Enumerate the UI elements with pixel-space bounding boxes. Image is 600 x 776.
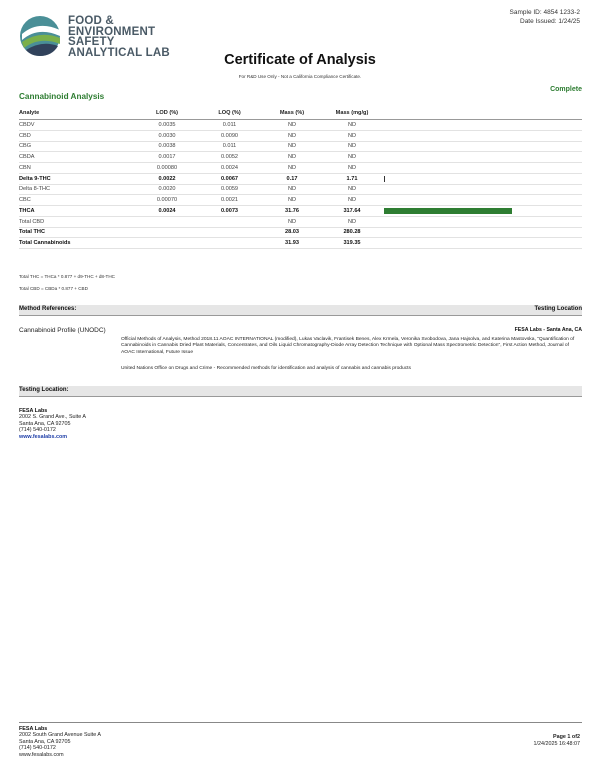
table-row xyxy=(19,173,582,184)
mass-mg-cell: ND xyxy=(322,216,382,227)
mass-mg-cell: ND xyxy=(322,195,382,206)
testing-website-link[interactable]: www.fesalabs.com xyxy=(19,433,68,440)
mass-pct-cell: ND xyxy=(262,141,322,152)
mass-mg-cell: 319.35 xyxy=(322,238,382,249)
compliance-note: For R&D Use Only - Not a California Compliance Certificate. xyxy=(238,74,362,79)
mass-bar xyxy=(384,176,385,182)
footer-address-line2: Santa Ana, CA 92705 xyxy=(19,738,71,745)
footer-page-info xyxy=(534,734,580,748)
mass-pct-cell: 28.03 xyxy=(262,227,322,238)
bar-cell xyxy=(382,130,582,141)
mass-mg-cell: ND xyxy=(322,120,382,131)
footer-address xyxy=(19,726,101,758)
mass-pct-cell: ND xyxy=(262,216,322,227)
bar-cell xyxy=(382,120,582,131)
sample-id-value: 4854 1233-2 xyxy=(543,9,580,16)
loq-cell: 0.0067 xyxy=(197,173,262,184)
analyte-cell: CBG xyxy=(19,141,137,152)
table-row xyxy=(19,152,582,163)
mass-pct-cell: ND xyxy=(262,152,322,163)
table-row xyxy=(19,141,582,152)
bar-cell xyxy=(382,238,582,249)
loq-cell: 0.0090 xyxy=(197,130,262,141)
lod-cell: 0.0030 xyxy=(137,130,197,141)
footer-website: www.fesalabs.com xyxy=(19,751,64,758)
formula-total-thc: Total THC = THCa * 0.877 + d9-THC + d8-THC xyxy=(19,274,115,279)
bar-cell xyxy=(382,173,582,184)
section-title: Cannabinoid Analysis xyxy=(19,92,105,101)
logo-line: SAFETY xyxy=(68,36,115,48)
table-row xyxy=(19,206,582,217)
lod-cell: 0.00080 xyxy=(137,163,197,174)
analyte-cell: CBDV xyxy=(19,120,137,131)
lod-cell xyxy=(137,227,197,238)
status-badge: Complete xyxy=(550,86,582,93)
cannabinoid-section-header xyxy=(19,86,582,101)
analyte-cell: THCA xyxy=(19,206,137,217)
lod-cell: 0.00070 xyxy=(137,195,197,206)
mass-mg-cell: 280.28 xyxy=(322,227,382,238)
analyte-cell: Total THC xyxy=(19,227,137,238)
loq-cell xyxy=(197,227,262,238)
mass-mg-cell: ND xyxy=(322,141,382,152)
lod-cell xyxy=(137,238,197,249)
method-band-right: Testing Location xyxy=(534,306,582,312)
bar-cell xyxy=(382,152,582,163)
logo-line: FOOD & xyxy=(68,15,114,27)
mass-pct-cell: ND xyxy=(262,184,322,195)
loq-cell: 0.0059 xyxy=(197,184,262,195)
table-body xyxy=(19,120,582,249)
mass-mg-cell: ND xyxy=(322,184,382,195)
bar-cell xyxy=(382,141,582,152)
table-row xyxy=(19,195,582,206)
mass-pct-cell: 31.76 xyxy=(262,206,322,217)
method-band-title: Method References: xyxy=(19,306,77,312)
table-row xyxy=(19,216,582,227)
footer-lab-name: FESA Labs xyxy=(19,726,48,732)
table-row xyxy=(19,227,582,238)
lod-cell xyxy=(137,216,197,227)
lod-cell: 0.0017 xyxy=(137,152,197,163)
mass-pct-cell: ND xyxy=(262,163,322,174)
testing-band-title: Testing Location: xyxy=(19,387,69,393)
table-header-row xyxy=(19,108,582,120)
analyte-cell: CBD xyxy=(19,130,137,141)
method-name: Cannabinoid Profile (UNODC) xyxy=(19,327,106,334)
method-reference-1: Official Methods of Analysis, Method 2018.11 AOAC INTERNATIONAL (modified), Lukas Vaclavik, Frantisek Benes, Alex Krmela, Veronika Svobodova, Jana Hajsolva, and Katerina Mastovska, "Quantification of Cannabinoids in Cannabis Dried Plant Materials, Concentrates, and Oils Liquid Chromatography-Diode Array Detection Technique with Optional Mass Spectrometric Detection", First Action Method, Journal of AOAC International, Future Issue xyxy=(121,337,575,355)
method-references-band xyxy=(19,305,582,316)
lod-cell: 0.0035 xyxy=(137,120,197,131)
bar-cell xyxy=(382,163,582,174)
logo-line: ENVIRONMENT xyxy=(68,25,156,38)
mass-bar xyxy=(384,208,512,214)
testing-address-line1: 2002 S. Grand Ave., Suite A xyxy=(19,414,87,421)
mass-mg-cell: 1.71 xyxy=(322,173,382,184)
footer-address-line1: 2002 South Grand Avenue Suite A xyxy=(19,732,102,739)
lod-cell: 0.0022 xyxy=(137,173,197,184)
table-row xyxy=(19,238,582,249)
cannabinoid-table xyxy=(19,108,582,249)
formula-total-cbd: Total CBD = CBDa * 0.877 + CBD xyxy=(19,286,88,291)
header-bar xyxy=(382,108,582,120)
testing-location-band xyxy=(19,386,582,397)
testing-address-line2: Santa Ana, CA 92705 xyxy=(19,420,71,427)
logo-line: ANALYTICAL LAB xyxy=(68,46,170,59)
footer-divider xyxy=(19,722,582,723)
page-number: Page 1 of2 xyxy=(553,734,580,740)
mass-mg-cell: ND xyxy=(322,152,382,163)
header-mass-pct: Mass (%) xyxy=(262,108,322,120)
method-reference-2: United Nations Office on Drugs and Crime - Recommended methods for identification and analysis of cannabis and cannabis products xyxy=(121,366,411,371)
testing-lab-name: FESA Labs xyxy=(19,408,48,414)
analyte-cell: CBC xyxy=(19,195,137,206)
header-mass-mg: Mass (mg/g) xyxy=(322,108,382,120)
table-row xyxy=(19,163,582,174)
bar-cell xyxy=(382,184,582,195)
date-issued-value: 1/24/25 xyxy=(558,18,580,25)
loq-cell: 0.0021 xyxy=(197,195,262,206)
header-loq: LOQ (%) xyxy=(197,108,262,120)
mass-pct-cell: ND xyxy=(262,195,322,206)
page-title: Certificate of Analysis xyxy=(224,52,376,68)
lod-cell: 0.0020 xyxy=(137,184,197,195)
sample-meta xyxy=(510,8,580,26)
mass-pct-cell: 0.17 xyxy=(262,173,322,184)
mass-mg-cell: ND xyxy=(322,163,382,174)
mass-mg-cell: ND xyxy=(322,130,382,141)
analyte-cell: Total CBD xyxy=(19,216,137,227)
mass-mg-cell: 317.64 xyxy=(322,206,382,217)
table-row xyxy=(19,184,582,195)
lod-cell: 0.0024 xyxy=(137,206,197,217)
mass-pct-cell: 31.93 xyxy=(262,238,322,249)
analyte-cell: CBN xyxy=(19,163,137,174)
table-row xyxy=(19,120,582,131)
mass-pct-cell: ND xyxy=(262,120,322,131)
date-issued-label: Date Issued: xyxy=(520,18,557,25)
testing-phone: (714) 540-0172 xyxy=(19,427,56,434)
loq-cell xyxy=(197,216,262,227)
footer-timestamp: 1/24/2025 16:48:07 xyxy=(533,741,580,747)
analyte-cell: Delta 8-THC xyxy=(19,184,137,195)
bar-cell xyxy=(382,206,582,217)
sample-id-label: Sample ID: xyxy=(509,9,542,16)
loq-cell xyxy=(197,238,262,249)
loq-cell: 0.0073 xyxy=(197,206,262,217)
header-analyte: Analyte xyxy=(19,108,137,120)
bar-cell xyxy=(382,227,582,238)
table-row xyxy=(19,130,582,141)
lod-cell: 0.0038 xyxy=(137,141,197,152)
analyte-cell: Total Cannabinoids xyxy=(19,238,137,249)
header-lod: LOD (%) xyxy=(137,108,197,120)
loq-cell: 0.011 xyxy=(197,120,262,131)
analyte-cell: CBDA xyxy=(19,152,137,163)
loq-cell: 0.0052 xyxy=(197,152,262,163)
analyte-cell: Delta 9-THC xyxy=(19,173,137,184)
loq-cell: 0.011 xyxy=(197,141,262,152)
method-lab-location: FESA Labs - Santa Ana, CA xyxy=(514,327,582,333)
loq-cell: 0.0024 xyxy=(197,163,262,174)
testing-address xyxy=(19,408,86,440)
mass-pct-cell: ND xyxy=(262,130,322,141)
bar-cell xyxy=(382,216,582,227)
footer-phone: (714) 540-0172 xyxy=(19,745,56,752)
bar-cell xyxy=(382,195,582,206)
